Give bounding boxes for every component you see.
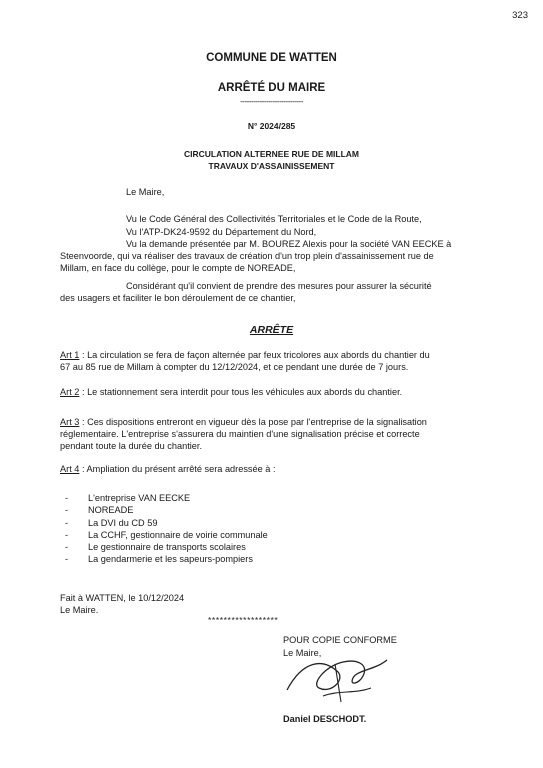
list-bullet: - — [65, 505, 69, 516]
list-item: - Le gestionnaire de transports scolaires — [65, 542, 246, 553]
considerant-line-2: des usagers et faciliter le bon déroulement de ce chantier, — [60, 293, 296, 303]
copy-mayor: Le Maire, — [283, 648, 322, 658]
list-item: - La gendarmerie et les sapeurs-pompiers — [65, 554, 253, 565]
article-1-label: Art 1 — [60, 350, 80, 360]
list-item: - NOREADE — [65, 505, 134, 516]
commune-name: COMMUNE DE WATTEN — [206, 52, 337, 64]
article-4 — [60, 463, 276, 475]
vu-line-1: Vu le Code Général des Collectivités Territoriales et le Code de la Route, — [126, 214, 422, 224]
title-separator: ----------------------------- — [240, 97, 303, 106]
handwritten-signature — [283, 650, 393, 712]
done-at: Fait à WATTEN, le 10/12/2024 — [60, 593, 185, 603]
list-bullet: - — [65, 554, 69, 565]
ampliation-list — [65, 492, 268, 566]
list-bullet: - — [65, 542, 69, 553]
article-3-line-1 — [60, 416, 427, 428]
copy-conforme: POUR COPIE CONFORME — [283, 635, 397, 645]
article-1-text: : La circulation se fera de façon alternée par feux tricolores aux abords du chantier du — [79, 350, 430, 360]
list-item: - La DVI du CD 59 — [65, 517, 158, 528]
article-3-line-2: réglementaire. L'entreprise s'assurera du maintien d'une signalisation précise et correcte — [60, 429, 420, 439]
article-4-text: : Ampliation du présent arrêté sera adressée à : — [79, 464, 276, 474]
list-bullet: - — [65, 529, 69, 540]
vu-line-2: Vu l'ATP-DK24-9592 du Département du Nord, — [126, 227, 317, 237]
decree-title: ARRÊTÉ DU MAIRE — [217, 82, 326, 94]
mayor-label: Le Maire. — [60, 605, 99, 615]
article-2 — [60, 386, 402, 398]
vu-line-3c: Millam, en face du collège, pour le compte de NOREADE, — [60, 263, 296, 273]
arrete-heading: ARRÊTE — [249, 324, 294, 336]
list-item: - La CCHF, gestionnaire de voirie communale — [65, 529, 268, 540]
article-2-label: Art 2 — [60, 387, 80, 397]
signatory-name: Daniel DESCHODT. — [283, 714, 367, 724]
page-number: 323 — [512, 10, 528, 21]
article-4-label: Art 4 — [60, 464, 80, 474]
article-1-line-2: 67 au 85 rue de Millam à compter du 12/12/2024, et ce pendant une durée de 7 jours. — [60, 362, 409, 372]
list-item: - L'entreprise VAN EECKE — [65, 493, 191, 503]
article-3-text: : Ces dispositions entreront en vigueur dès la pose par l'entreprise de la signalisation — [79, 417, 427, 427]
list-bullet: - — [65, 493, 69, 503]
list-bullet: - — [65, 517, 69, 528]
preamble-intro: Le Maire, — [126, 187, 165, 197]
article-3-line-3: pendant toute la durée du chantier. — [60, 441, 203, 451]
subject-line-2: TRAVAUX D'ASSAINISSEMENT — [208, 161, 335, 171]
article-2-text: : Le stationnement sera interdit pour tous les véhicules aux abords du chantier. — [79, 387, 403, 397]
considerant-line-1: Considérant qu'il convient de prendre des mesures pour assurer la sécurité — [126, 281, 432, 291]
stars-separator: ****************** — [208, 615, 279, 625]
article-1-line-1 — [60, 349, 430, 361]
subject-line-1: CIRCULATION ALTERNEE RUE DE MILLAM — [183, 149, 360, 159]
vu-line-3a: Vu la demande présentée par M. BOUREZ Alexis pour la société VAN EECKE à — [126, 239, 452, 249]
decree-number: N° 2024/285 — [247, 121, 296, 131]
vu-line-3b: Steenvoorde, qui va réaliser des travaux de création d'un trop plein d'assainissement rue de — [60, 251, 434, 261]
article-3-label: Art 3 — [60, 417, 80, 427]
